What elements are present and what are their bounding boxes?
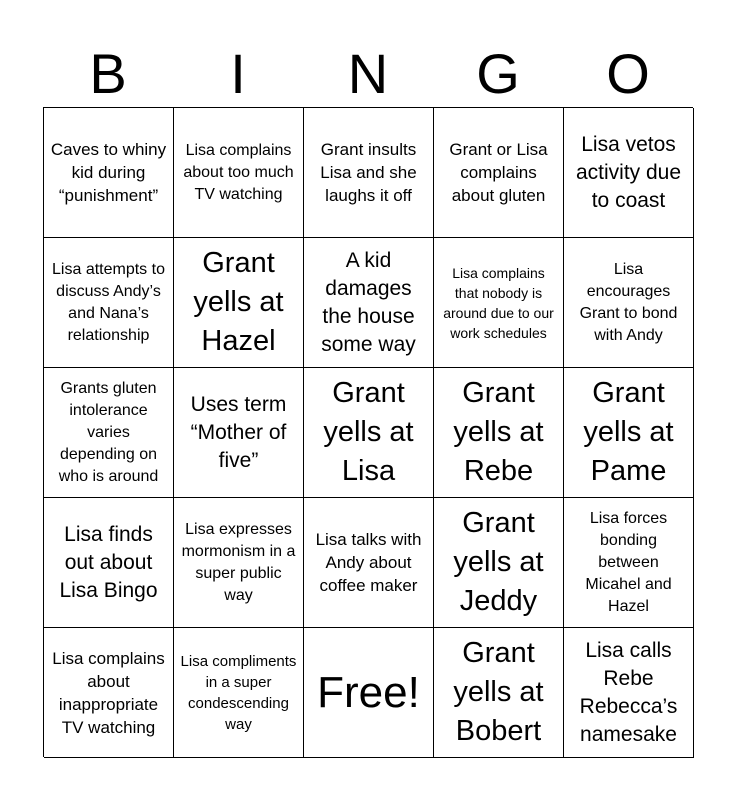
bingo-cell[interactable]	[304, 238, 434, 368]
bingo-cell[interactable]	[304, 368, 434, 498]
bingo-cell[interactable]	[434, 498, 564, 628]
cell-text: Grant yells at Jeddy	[453, 507, 544, 617]
bingo-cell[interactable]	[174, 628, 304, 758]
cell-text: Grants gluten intolerance varies depending on who is around	[58, 379, 159, 485]
cell-text: Lisa encourages Grant to bond with Andy	[579, 260, 678, 344]
bingo-cell[interactable]	[174, 238, 304, 368]
bingo-cell[interactable]	[304, 108, 434, 238]
cell-text: Grant yells at Lisa	[323, 377, 414, 487]
bingo-cell[interactable]	[44, 368, 174, 498]
cell-text: Lisa attempts to discuss Andy’s and Nana’s relationship	[52, 260, 165, 344]
bingo-cell[interactable]	[434, 368, 564, 498]
cell-text: Grant insults Lisa and she laughs it off	[320, 140, 417, 205]
bingo-header	[43, 40, 693, 108]
header-letter-o: O	[606, 42, 650, 105]
bingo-cell[interactable]	[44, 238, 174, 368]
cell-text: Grant yells at Pame	[583, 377, 674, 487]
cell-text: Lisa complains about too much TV watching	[183, 141, 294, 203]
bingo-cell[interactable]	[434, 108, 564, 238]
header-letter-i: I	[230, 42, 246, 105]
cell-text: Lisa complains about inappropriate TV watching	[52, 648, 165, 737]
cell-text: Grant yells at Bobert	[453, 637, 544, 747]
cell-text: Grant yells at Hazel	[193, 247, 284, 357]
cell-text: Caves to whiny kid during “punishment”	[50, 140, 167, 205]
bingo-cell[interactable]	[44, 108, 174, 238]
cell-text: Grant or Lisa complains about gluten	[449, 140, 548, 205]
cell-text: Lisa compliments in a super condescending way	[180, 652, 297, 733]
bingo-cell[interactable]	[564, 628, 694, 758]
cell-text: Grant yells at Rebe	[453, 377, 544, 487]
bingo-cell[interactable]	[304, 498, 434, 628]
cell-text: Lisa vetos activity due to coast	[575, 132, 682, 212]
free-space-cell[interactable]	[304, 628, 434, 758]
cell-text: Lisa expresses mormonism in a super public way	[181, 520, 296, 604]
free-space-text: Free!	[317, 667, 420, 717]
cell-text: Lisa calls Rebe Rebecca’s namesake	[579, 638, 678, 746]
bingo-grid	[43, 107, 693, 757]
header-letter-b: B	[89, 42, 127, 105]
bingo-cell[interactable]	[174, 498, 304, 628]
bingo-cell[interactable]	[434, 238, 564, 368]
bingo-cell[interactable]	[44, 628, 174, 758]
bingo-cell[interactable]	[564, 108, 694, 238]
bingo-cell[interactable]	[564, 498, 694, 628]
bingo-cell[interactable]	[564, 368, 694, 498]
cell-text: Uses term “Mother of five”	[190, 392, 287, 472]
bingo-cell[interactable]	[44, 498, 174, 628]
bingo-cell[interactable]	[174, 368, 304, 498]
header-letter-g: G	[476, 42, 520, 105]
cell-text: Lisa talks with Andy about coffee maker	[315, 530, 422, 595]
bingo-cell[interactable]	[434, 628, 564, 758]
bingo-cell[interactable]	[174, 108, 304, 238]
header-letter-n: N	[347, 42, 389, 105]
cell-text: Lisa complains that nobody is around due to our work schedules	[443, 264, 554, 341]
bingo-cell[interactable]	[564, 238, 694, 368]
cell-text: A kid damages the house some way	[321, 248, 416, 356]
cell-text: Lisa finds out about Lisa Bingo	[59, 522, 158, 602]
cell-text: Lisa forces bonding between Micahel and Hazel	[585, 509, 672, 615]
